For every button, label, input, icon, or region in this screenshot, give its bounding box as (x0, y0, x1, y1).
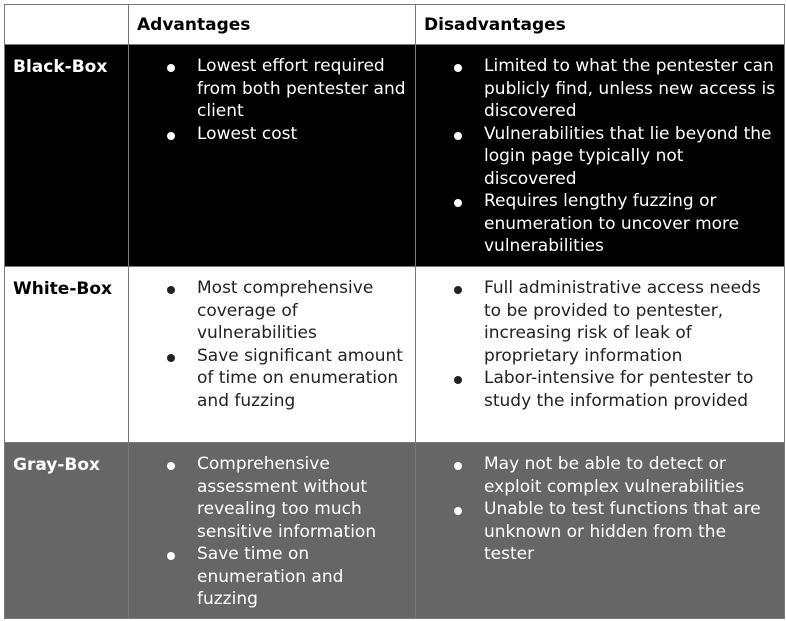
list-item-text: Save time on enumeration and fuzzing (197, 544, 344, 609)
list-item (416, 367, 776, 412)
table-row-white-box (5, 267, 785, 443)
disadvantages-cell-white-box (416, 267, 785, 443)
table-row-gray-box (5, 443, 785, 619)
list-item (416, 190, 776, 258)
list-item (416, 453, 776, 498)
row-label-white-box: White-Box (5, 267, 129, 443)
advantages-list (129, 267, 415, 412)
list-item (129, 543, 407, 611)
list-item (129, 55, 407, 123)
bullet-icon (167, 132, 175, 140)
list-item-text: May not be able to detect or exploit complex vulnerabilities (484, 454, 745, 497)
list-item (416, 277, 776, 367)
bullet-icon (454, 376, 462, 384)
list-item-text: Save significant amount of time on enumeration and fuzzing (197, 345, 403, 411)
advantages-list (129, 45, 415, 145)
advantages-cell-gray-box (129, 443, 416, 619)
list-item-text: Limited to what the pentester can publicly find, unless new access is discovered (484, 56, 776, 121)
row-label-gray-box: Gray-Box (5, 443, 129, 619)
list-item-text: Lowest cost (197, 123, 298, 144)
disadvantages-list (416, 443, 784, 566)
list-item-text: Most comprehensive coverage of vulnerabilities (197, 278, 374, 343)
list-item (129, 453, 407, 543)
header-empty-cell (5, 5, 129, 45)
disadvantages-cell-black-box (416, 45, 785, 267)
header-disadvantages: Disadvantages (416, 5, 785, 45)
bullet-icon (454, 286, 462, 294)
bullet-icon (454, 199, 462, 207)
bullet-icon (454, 132, 462, 140)
list-item-text: Requires lengthy fuzzing or enumeration to uncover more vulnerabilities (484, 191, 740, 256)
bullet-icon (454, 507, 462, 515)
header-advantages: Advantages (129, 5, 416, 45)
list-item-text: Lowest effort required from both pentester and client (197, 56, 406, 121)
list-item (129, 123, 407, 146)
advantages-cell-black-box (129, 45, 416, 267)
list-item-text: Unable to test functions that are unknown or hidden from the tester (484, 499, 761, 564)
list-item-text: Comprehensive assessment without revealing too much sensitive information (197, 454, 377, 542)
disadvantages-list (416, 267, 784, 412)
list-item-text: Labor-intensive for pentester to study the information provided (484, 368, 754, 411)
bullet-icon (167, 354, 175, 362)
list-item (129, 277, 407, 345)
list-item-text: Vulnerabilities that lie beyond the login page typically not discovered (484, 123, 772, 189)
bullet-icon (167, 462, 175, 470)
header-row (5, 5, 785, 45)
bullet-icon (167, 64, 175, 72)
bullet-icon (454, 462, 462, 470)
row-label-black-box: Black-Box (5, 45, 129, 267)
list-item (416, 123, 776, 191)
bullet-icon (167, 552, 175, 560)
table-row-black-box (5, 45, 785, 267)
bullet-icon (167, 286, 175, 294)
list-item-text: Full administrative access needs to be provided to pentester, increasing risk of leak of proprietary information (484, 278, 761, 366)
bullet-icon (454, 64, 462, 72)
list-item (129, 345, 407, 413)
advantages-list (129, 443, 415, 611)
list-item (416, 55, 776, 123)
disadvantages-list (416, 45, 784, 258)
comparison-table (4, 4, 785, 619)
advantages-cell-white-box (129, 267, 416, 443)
list-item (416, 498, 776, 566)
disadvantages-cell-gray-box (416, 443, 785, 619)
